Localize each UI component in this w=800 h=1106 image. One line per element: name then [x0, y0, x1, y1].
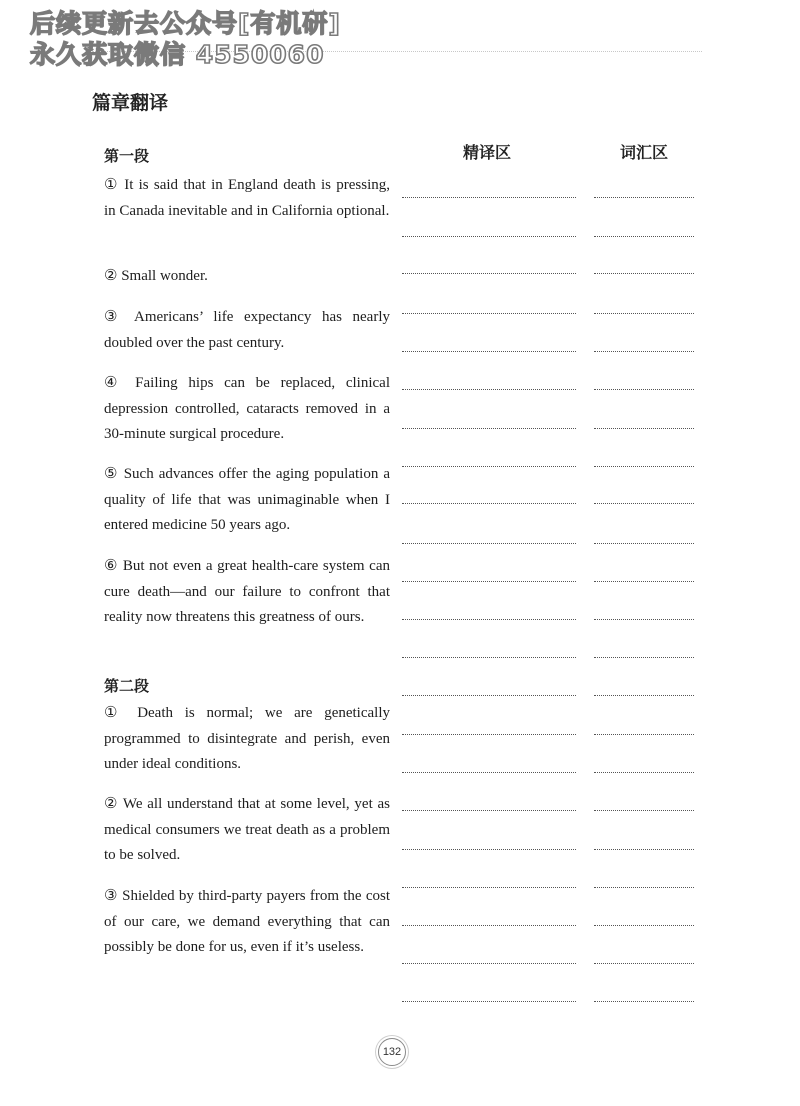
translation-line[interactable] — [402, 1001, 576, 1002]
p1-sentence-4: ④ Failing hips can be replaced, clinical depression controlled, cataracts removed in a 30-minute surgical procedure. — [104, 375, 390, 442]
watermark-line-1: 后续更新去公众号[有机研] — [30, 9, 341, 38]
translation-line[interactable] — [402, 466, 576, 467]
p2-sentence-1: ① Death is normal; we are genetically programmed to disintegrate and perish, even under ideal conditions. — [104, 705, 390, 772]
translation-line[interactable] — [402, 503, 576, 504]
translation-line[interactable] — [402, 963, 576, 964]
p1-sentence-6: ⑥ But not even a great health-care system can cure death—and our failure to confront that reality now threatens this greatness of ours. — [104, 558, 390, 625]
vocabulary-line[interactable] — [594, 503, 694, 504]
vocabulary-line[interactable] — [594, 466, 694, 467]
vocabulary-line[interactable] — [594, 313, 694, 314]
translation-column-header: 精译区 — [463, 143, 512, 162]
paragraph-1-heading: 第一段 — [104, 147, 150, 165]
translation-line[interactable] — [402, 351, 576, 352]
paragraph-2-heading: 第二段 — [104, 677, 150, 695]
vocabulary-line[interactable] — [594, 887, 694, 888]
vocabulary-line[interactable] — [594, 543, 694, 544]
translation-line[interactable] — [402, 313, 576, 314]
vocabulary-line[interactable] — [594, 849, 694, 850]
translation-line[interactable] — [402, 581, 576, 582]
vocabulary-line[interactable] — [594, 695, 694, 696]
vocabulary-line[interactable] — [594, 428, 694, 429]
vocabulary-line[interactable] — [594, 273, 694, 274]
p1-sentence-5: ⑤ Such advances offer the aging population a quality of life that was unimaginable when I entered medicine 50 years ago. — [104, 466, 390, 533]
p1-sentence-2: ② Small wonder. — [104, 268, 208, 284]
p1-sentence-3: ③ Americans’ life expectancy has nearly doubled over the past century. — [104, 309, 390, 351]
translation-line[interactable] — [402, 887, 576, 888]
translation-line[interactable] — [402, 734, 576, 735]
translation-line[interactable] — [402, 925, 576, 926]
translation-line[interactable] — [402, 236, 576, 237]
vocabulary-line[interactable] — [594, 389, 694, 390]
translation-line[interactable] — [402, 389, 576, 390]
vocabulary-line[interactable] — [594, 772, 694, 773]
vocabulary-line[interactable] — [594, 1001, 694, 1002]
vocabulary-line[interactable] — [594, 197, 694, 198]
page-number: 132 — [378, 1038, 406, 1066]
p2-sentence-2: ② We all understand that at some level, yet as medical consumers we treat death as a problem to be solved. — [104, 796, 390, 863]
vocabulary-line[interactable] — [594, 925, 694, 926]
vocabulary-line[interactable] — [594, 734, 694, 735]
watermark-line-2: 永久获取微信 4550060 — [30, 40, 325, 69]
translation-line[interactable] — [402, 197, 576, 198]
translation-line[interactable] — [402, 273, 576, 274]
vocabulary-column-header: 词汇区 — [620, 143, 669, 162]
p1-sentence-1: ① It is said that in England death is pressing, in Canada inevitable and in California optional. — [104, 177, 390, 219]
vocabulary-line[interactable] — [594, 657, 694, 658]
translation-line[interactable] — [402, 619, 576, 620]
translation-line[interactable] — [402, 428, 576, 429]
vocabulary-line[interactable] — [594, 581, 694, 582]
translation-line[interactable] — [402, 657, 576, 658]
translation-line[interactable] — [402, 695, 576, 696]
translation-line[interactable] — [402, 772, 576, 773]
vocabulary-line[interactable] — [594, 351, 694, 352]
vocabulary-line[interactable] — [594, 810, 694, 811]
translation-line[interactable] — [402, 810, 576, 811]
vocabulary-line[interactable] — [594, 963, 694, 964]
vocabulary-line[interactable] — [594, 236, 694, 237]
watermark — [30, 8, 341, 70]
translation-line[interactable] — [402, 849, 576, 850]
p2-sentence-3: ③ Shielded by third-party payers from the cost of our care, we demand everything that can possibly be done for us, even if it’s useless. — [104, 888, 390, 955]
translation-line[interactable] — [402, 543, 576, 544]
vocabulary-line[interactable] — [594, 619, 694, 620]
section-title: 篇章翻译 — [92, 92, 169, 114]
